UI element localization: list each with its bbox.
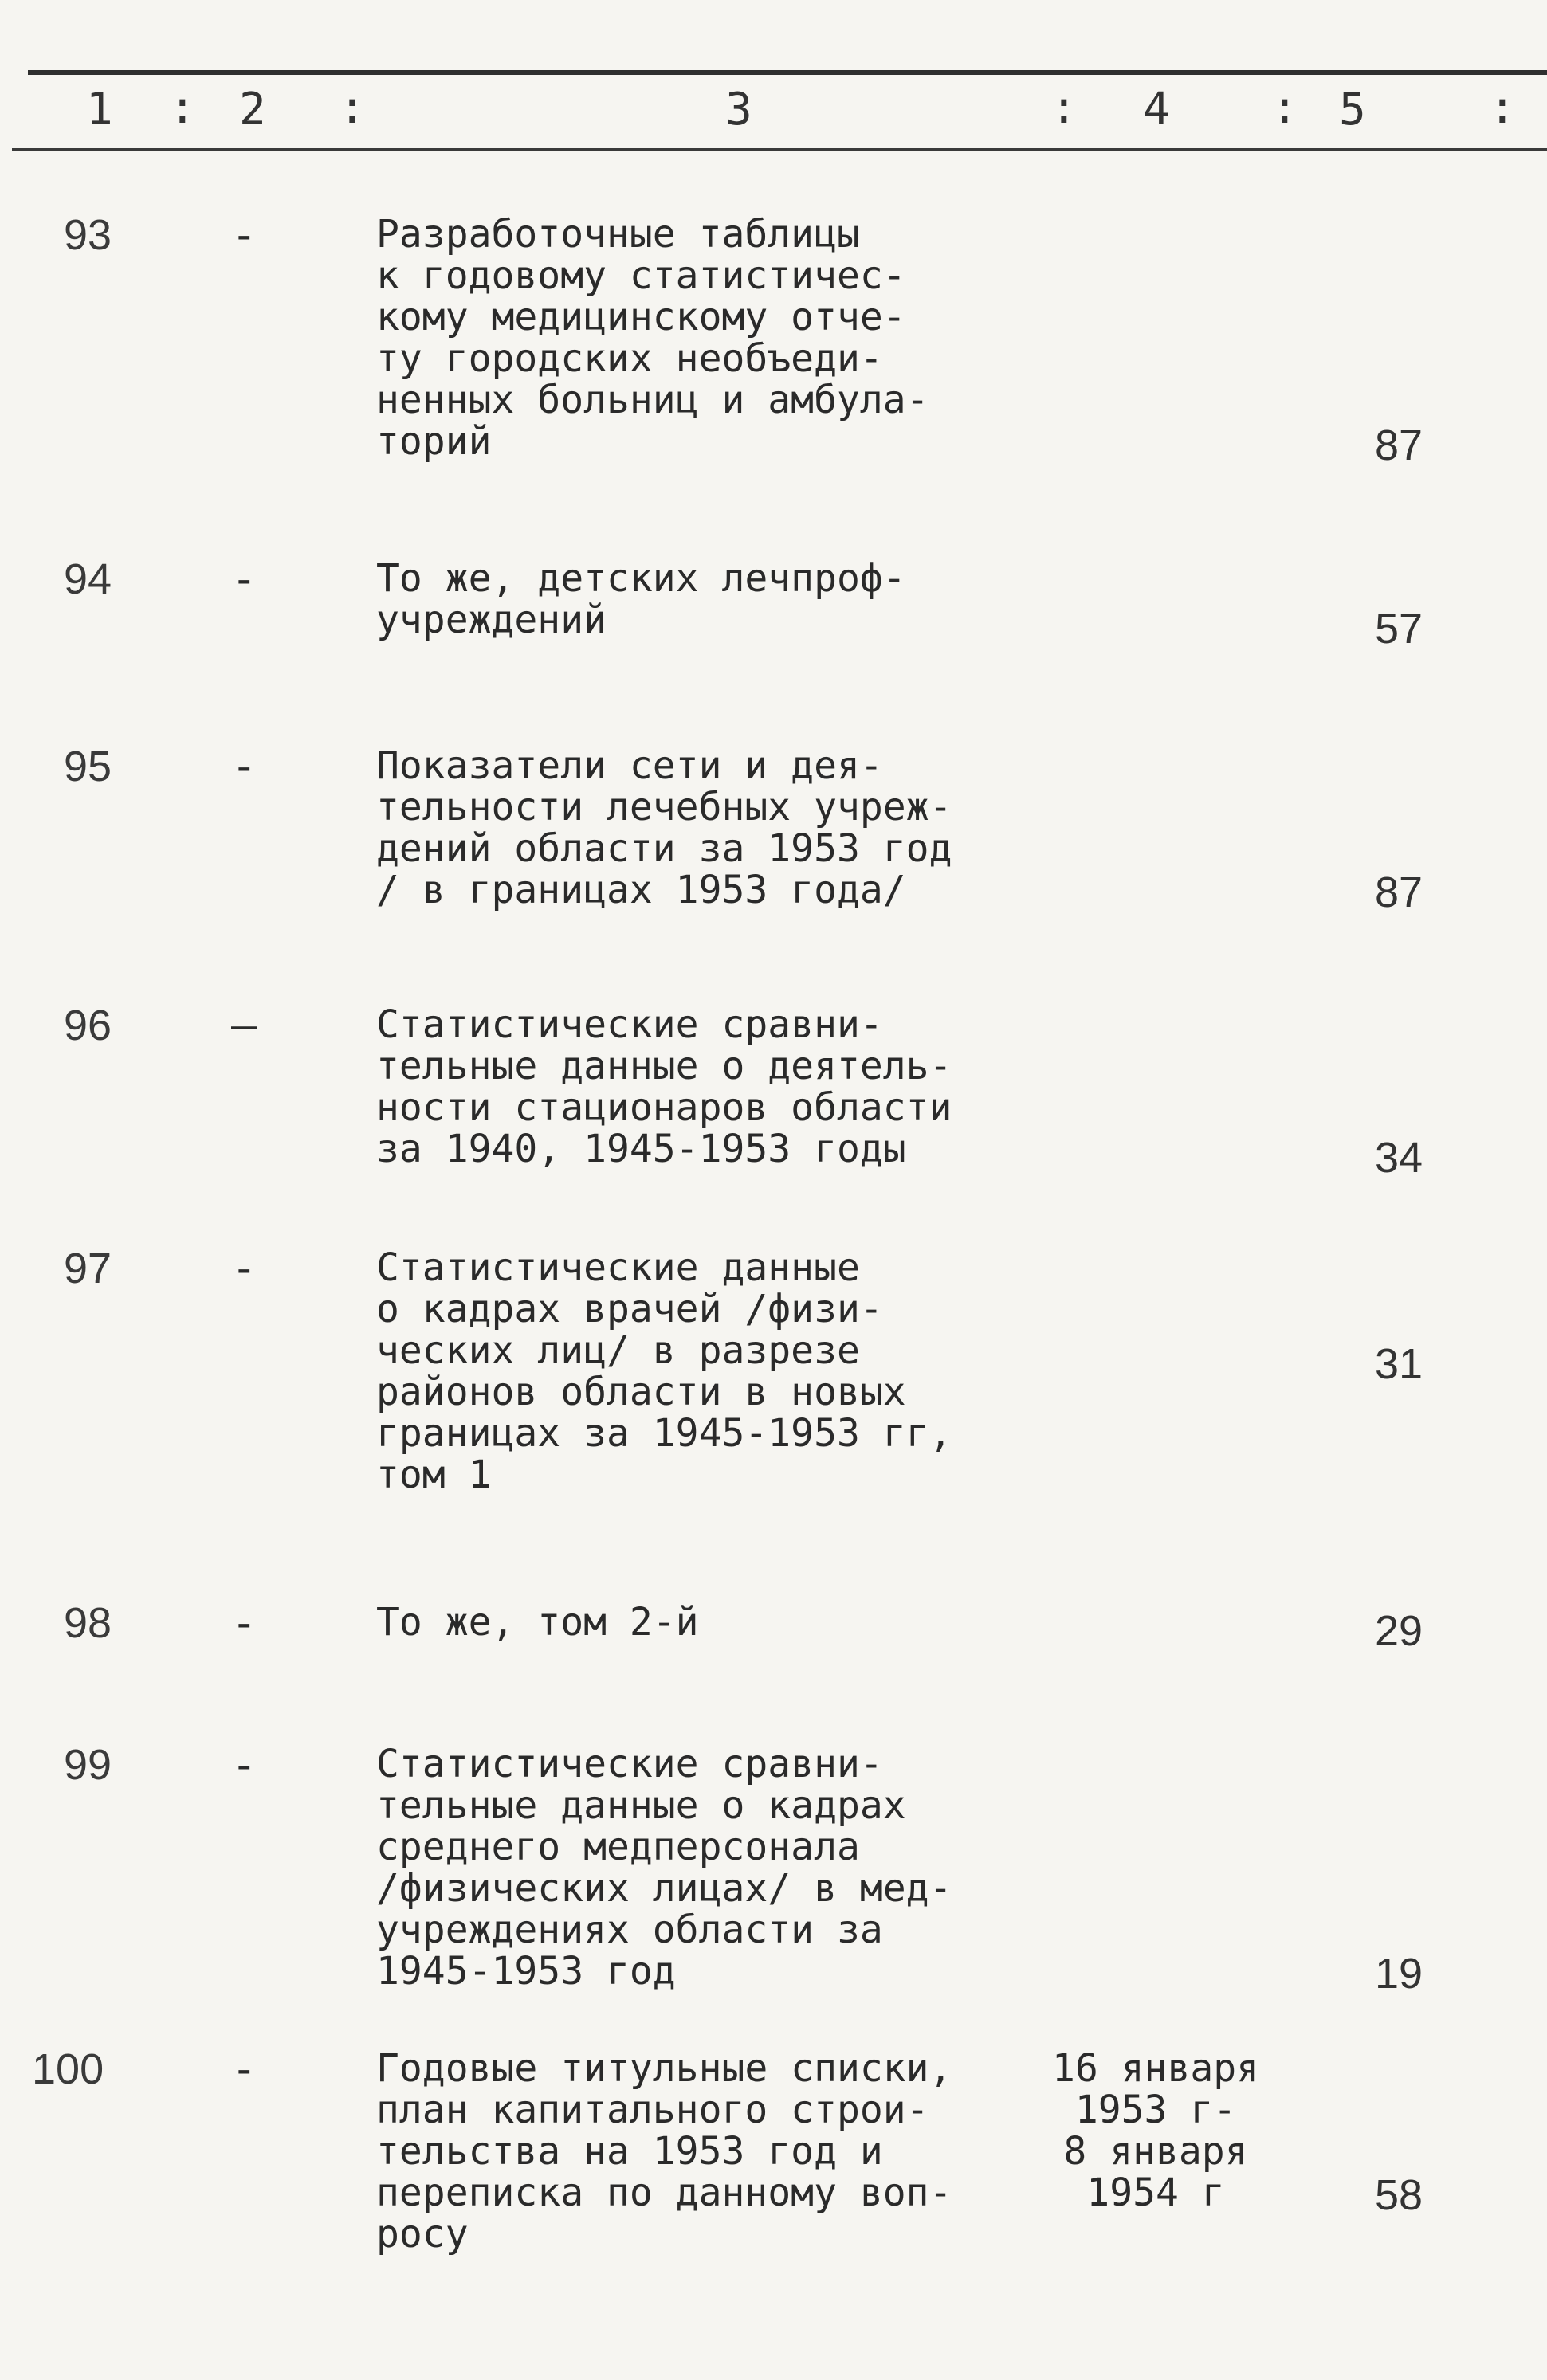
file-number: 98: [64, 1599, 112, 1647]
column-2-dash: -: [231, 210, 257, 260]
sheet-count: 87: [1374, 421, 1423, 469]
column-2-dash: —: [231, 1000, 257, 1050]
column-2-dash: -: [231, 554, 257, 604]
header-col-1: 1: [86, 84, 113, 135]
file-number: 97: [64, 1245, 112, 1292]
header-bottom-rule: [12, 148, 1547, 151]
header-separator: :: [169, 82, 196, 134]
header-col-5: 5: [1339, 84, 1366, 135]
file-number: 94: [64, 555, 112, 603]
column-2-dash: -: [231, 1739, 257, 1790]
file-title: Статистические сравни- тельные данные о деятель- ности стационаров области за 1940, 1945-1953 годы: [376, 1002, 952, 1171]
column-2-dash: -: [231, 1598, 257, 1648]
header-col-3: 3: [725, 84, 752, 135]
sheet-count: 19: [1374, 1950, 1423, 1998]
sheet-count: 31: [1374, 1340, 1423, 1388]
header-separator: :: [1271, 82, 1298, 134]
sheet-count: 57: [1374, 605, 1423, 653]
sheet-count: 29: [1374, 1607, 1423, 1655]
header-separator: :: [1050, 82, 1078, 134]
header-col-2: 2: [239, 84, 266, 135]
file-title: Статистические сравни- тельные данные о кадрах среднего медперсонала /физических лицах/ в мед- учреждениях области за 1945-1953 год: [376, 1742, 952, 1994]
file-title: Показатели сети и дея- тельности лечебных учреж- дений области за 1953 год / в границах 1953 года/: [376, 743, 952, 912]
sheet-count: 87: [1374, 868, 1423, 916]
sheet-count: 58: [1374, 2171, 1423, 2219]
file-number: 96: [64, 1002, 112, 1049]
file-title: Статистические данные о кадрах врачей /физи- ческих лиц/ в разрезе районов области в новых границах за 1945-1953 гг, том 1: [376, 1245, 952, 1497]
file-dates: 16 января 1953 г- 8 января 1954 г: [1051, 2046, 1260, 2215]
header-separator: :: [1489, 82, 1516, 134]
file-title: То же, том 2-й: [376, 1600, 699, 1645]
file-number: 95: [64, 743, 112, 790]
file-number: 93: [64, 211, 112, 259]
file-title: То же, детских лечпроф- учреждений: [376, 556, 906, 642]
header-separator: :: [339, 82, 366, 134]
file-number: 99: [64, 1741, 112, 1789]
column-2-dash: -: [231, 1243, 257, 1293]
file-title: Разработочные таблицы к годовому статистичес- кому медицинскому отче- ту городских необъеди- ненных больниц и амбула- торий: [376, 212, 929, 464]
header-top-rule: [28, 70, 1547, 75]
sheet-count: 34: [1374, 1134, 1423, 1182]
column-2-dash: -: [231, 2044, 257, 2094]
file-number: 100: [32, 2045, 104, 2093]
column-2-dash: -: [231, 741, 257, 791]
file-title: Годовые титульные списки, план капитального строи- тельства на 1953 год и переписка по данному воп- росу: [376, 2046, 952, 2256]
header-col-4: 4: [1143, 84, 1170, 135]
